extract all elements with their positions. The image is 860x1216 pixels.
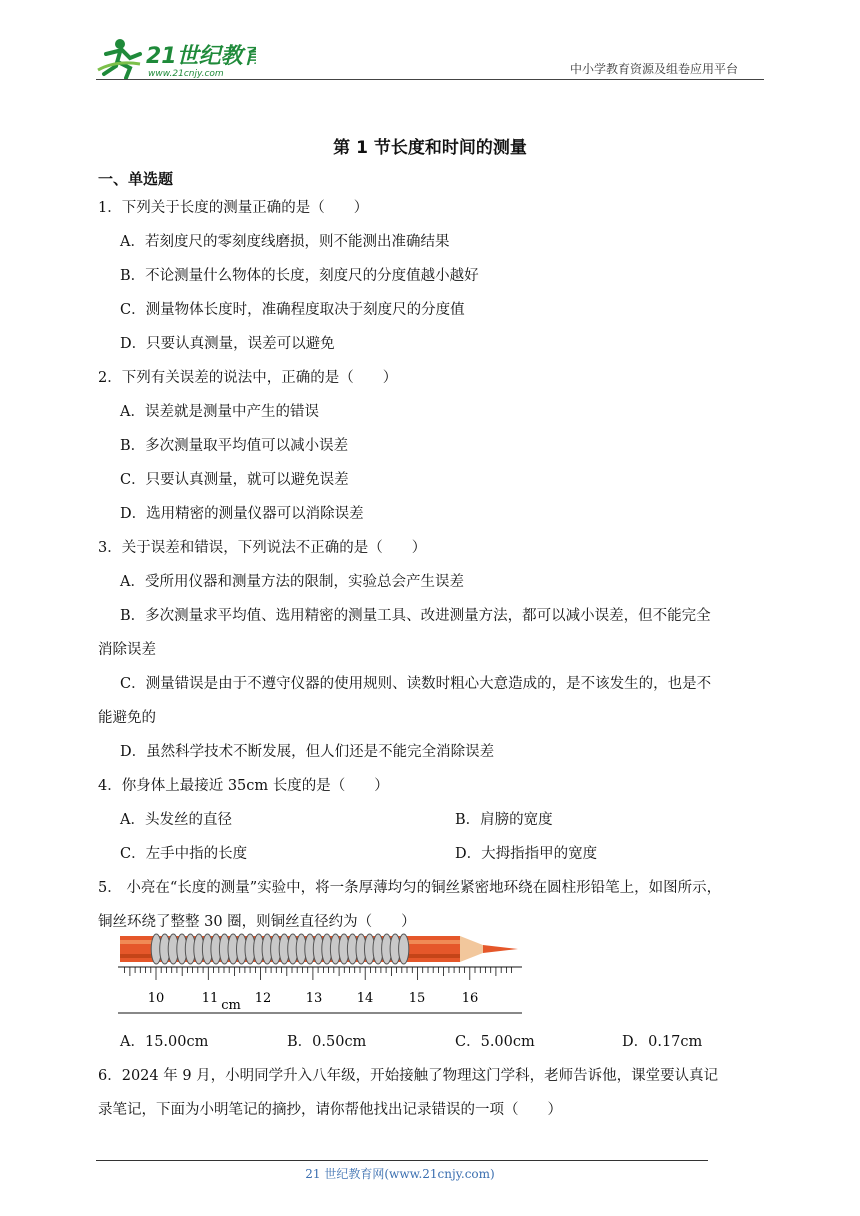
q5-option-a[interactable]: A．15.00cm xyxy=(120,1034,209,1050)
ruler-label-15: 15 xyxy=(408,991,426,1006)
q3-option-a[interactable]: A．受所用仪器和测量方法的限制，实验总会产生误差 xyxy=(120,574,464,590)
q5-option-c[interactable]: C．5.00cm xyxy=(455,1034,535,1050)
q4-option-d[interactable]: D．大拇指指甲的宽度 xyxy=(455,846,598,862)
q2-option-a[interactable]: A．误差就是测量中产生的错误 xyxy=(120,404,319,420)
section-heading: 一、单选题 xyxy=(98,170,174,188)
q4-option-b[interactable]: B．肩膀的宽度 xyxy=(455,812,553,828)
q1-option-d[interactable]: D．只要认真测量，误差可以避免 xyxy=(120,336,335,352)
q1-option-a[interactable]: A．若刻度尺的零刻度线磨损，则不能测出准确结果 xyxy=(120,234,450,250)
q4-option-a[interactable]: A．头发丝的直径 xyxy=(120,812,232,828)
page-title: 第 1 节长度和时间的测量 xyxy=(333,138,527,158)
ruler-label-12: 12 xyxy=(254,991,272,1006)
q1-option-c[interactable]: C．测量物体长度时，准确程度取决于刻度尺的分度值 xyxy=(120,302,465,318)
site-logo xyxy=(96,36,256,80)
ruler-label-10: 10 xyxy=(147,991,165,1006)
logo-url: www.21cnjy.com xyxy=(148,69,224,79)
q3-option-b[interactable]: B．多次测量求平均值、选用精密的测量工具、改进测量方法，都可以减小误差，但不能完全 xyxy=(120,608,711,624)
q3-option-d[interactable]: D．虽然科学技术不断发展，但人们还是不能完全消除误差 xyxy=(120,744,495,760)
question-2-stem: 2．下列有关误差的说法中，正确的是（ ） xyxy=(98,370,398,386)
ruler-unit: cm xyxy=(221,998,241,1013)
pencil-ruler-figure xyxy=(118,933,528,1018)
question-5-stem-line2: 铜丝环绕了整整 30 圈，则铜丝直径约为（ ） xyxy=(98,914,416,930)
q5-option-d[interactable]: D．0.17cm xyxy=(622,1034,703,1050)
logo-text: 21世纪教育 xyxy=(146,44,256,69)
question-5-stem-line1: 5． 小亮在“长度的测量”实验中，将一条厚薄均匀的铜丝紧密地环绕在圆柱形铅笔上，如图所示， xyxy=(98,880,722,896)
header-divider xyxy=(96,79,764,80)
ruler-label-14: 14 xyxy=(356,991,374,1006)
ruler-label-13: 13 xyxy=(305,991,323,1006)
q3-option-c[interactable]: C．测量错误是由于不遵守仪器的使用规则、读数时粗心大意造成的，是不该发生的，也是不 xyxy=(120,676,712,692)
q2-option-c[interactable]: C．只要认真测量，就可以避免误差 xyxy=(120,472,349,488)
question-6-stem-line1: 6．2024 年 9 月，小明同学升入八年级，开始接触了物理这门学科，老师告诉他，课堂要认真记 xyxy=(98,1068,719,1084)
ruler-label-16: 16 xyxy=(461,991,479,1006)
runner-logo-icon xyxy=(96,36,256,80)
q5-option-b[interactable]: B．0.50cm xyxy=(287,1034,367,1050)
q2-option-d[interactable]: D．选用精密的测量仪器可以消除误差 xyxy=(120,506,364,522)
question-6-stem-line2: 录笔记，下面为小明笔记的摘抄，请你帮他找出记录错误的一项（ ） xyxy=(98,1102,562,1118)
ruler-ticks xyxy=(125,967,512,980)
q2-option-b[interactable]: B．多次测量取平均值可以减小误差 xyxy=(120,438,349,454)
question-3-stem: 3．关于误差和错误，下列说法不正确的是（ ） xyxy=(98,540,427,556)
q3-option-c-cont: 能避免的 xyxy=(98,710,156,726)
question-1-stem: 1．下列关于长度的测量正确的是（ ） xyxy=(98,200,369,216)
q1-option-b[interactable]: B．不论测量什么物体的长度，刻度尺的分度值越小越好 xyxy=(120,268,479,284)
question-4-stem: 4．你身体上最接近 35cm 长度的是（ ） xyxy=(98,778,389,794)
footer-text: 21 世纪教育网(www.21cnjy.com) xyxy=(305,1167,495,1181)
ruler-labels xyxy=(148,991,479,1013)
q3-option-b-cont: 消除误差 xyxy=(98,642,156,658)
ruler-label-11: 11 xyxy=(201,991,219,1006)
header-platform-text: 中小学教育资源及组卷应用平台 xyxy=(570,62,739,76)
coil-loop xyxy=(399,934,409,964)
q4-option-c[interactable]: C．左手中指的长度 xyxy=(120,846,248,862)
footer-divider xyxy=(96,1160,708,1161)
